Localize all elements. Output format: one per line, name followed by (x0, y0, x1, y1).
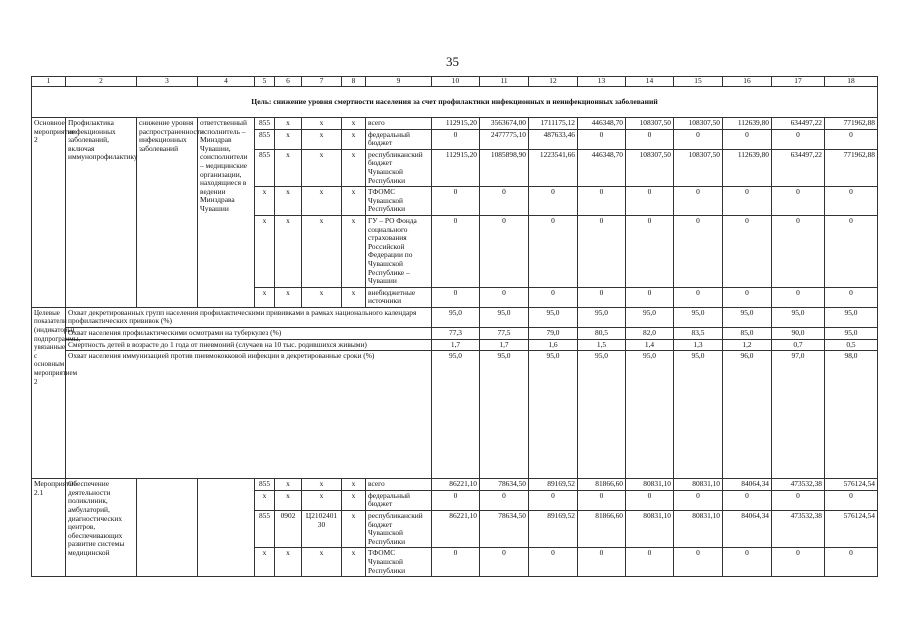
cell-value: 1,7 (432, 339, 480, 351)
cell-vr: x (342, 149, 366, 186)
cell-value: 0 (529, 548, 578, 577)
cell-value: 95,0 (626, 351, 674, 479)
cell-rzpr: x (275, 187, 302, 216)
cell-value: 0,5 (825, 339, 878, 351)
cell-value: 0 (626, 490, 674, 510)
cell-value: 1,7 (480, 339, 529, 351)
cell-value: 95,0 (529, 307, 578, 327)
cell-value: 0 (674, 187, 723, 216)
cell-value: 473532,38 (772, 479, 825, 491)
col-num: 8 (342, 77, 366, 87)
cell-vr: x (342, 215, 366, 287)
indicator-name: Смертность детей в возрасте до 1 года от пневмоний (случаев на 10 тыс. родившихся живыми) (66, 339, 432, 351)
cell-value: 634497,22 (772, 118, 825, 130)
cell-rzpr: 0902 (275, 511, 302, 548)
cell-value: 0 (578, 548, 626, 577)
col-num: 4 (198, 77, 255, 87)
cell-value: 0 (578, 287, 626, 307)
event-executor (198, 479, 255, 577)
cell-value: 95,0 (578, 351, 626, 479)
cell-vr: x (342, 129, 366, 149)
cell-value: 0 (626, 287, 674, 307)
cell-value: 0 (529, 490, 578, 510)
cell-grbs: x (255, 490, 275, 510)
cell-value: 95,0 (825, 328, 878, 340)
cell-grbs: 855 (255, 129, 275, 149)
cell-value: 89169,52 (529, 511, 578, 548)
cell-rzpr: x (275, 129, 302, 149)
table-row (32, 118, 878, 130)
cell-value: 0 (723, 215, 772, 287)
cell-value: 82,0 (626, 328, 674, 340)
cell-value: 80831,10 (674, 511, 723, 548)
cell-value: 0 (825, 215, 878, 287)
cell-value: 0 (480, 287, 529, 307)
goal-row (32, 87, 878, 118)
cell-value: 78634,50 (480, 511, 529, 548)
cell-value: 1,3 (674, 339, 723, 351)
cell-value: 771962,88 (825, 118, 878, 130)
cell-value: 0 (480, 215, 529, 287)
cell-value: 108307,50 (674, 149, 723, 186)
cell-rzpr: x (275, 149, 302, 186)
cell-value: 80831,10 (674, 479, 723, 491)
cell-csr: x (302, 490, 342, 510)
cell-value: 98,0 (825, 351, 878, 479)
cell-value: 81866,60 (578, 479, 626, 491)
cell-value: 1085898,90 (480, 149, 529, 186)
cell-value: 95,0 (674, 351, 723, 479)
cell-value: 0 (674, 215, 723, 287)
cell-value: 0 (432, 490, 480, 510)
event-expected-result: снижение уровня распространенности инфекционных заболеваний (137, 118, 198, 308)
cell-value: 0 (480, 548, 529, 577)
cell-value: 0 (626, 129, 674, 149)
cell-value: 0 (626, 548, 674, 577)
cell-value: 446348,70 (578, 149, 626, 186)
cell-value: 0 (432, 548, 480, 577)
col-num: 9 (366, 77, 432, 87)
cell-value: 0 (432, 215, 480, 287)
cell-rzpr: x (275, 215, 302, 287)
cell-value: 0 (723, 187, 772, 216)
cell-vr: x (342, 187, 366, 216)
cell-value: 79,0 (529, 328, 578, 340)
cell-value: 0 (432, 287, 480, 307)
cell-value: 0 (674, 490, 723, 510)
cell-value: 90,0 (772, 328, 825, 340)
cell-csr: x (302, 215, 342, 287)
cell-value: 0 (772, 490, 825, 510)
cell-source: федеральный бюджет (366, 129, 432, 149)
indicator-row (32, 351, 878, 479)
column-number-row (32, 77, 878, 87)
cell-value: 3563674,00 (480, 118, 529, 130)
cell-value: 1,6 (529, 339, 578, 351)
col-num: 12 (529, 77, 578, 87)
event-expected-result (137, 479, 198, 577)
cell-value: 0 (674, 287, 723, 307)
cell-source: ТФОМС Чувашской Республики (366, 548, 432, 577)
event-status: Мероприятие 2.1 (32, 479, 66, 577)
cell-value: 0,7 (772, 339, 825, 351)
cell-source: внебюджетные источники (366, 287, 432, 307)
cell-value: 112639,80 (723, 118, 772, 130)
col-num: 6 (275, 77, 302, 87)
cell-grbs: 855 (255, 479, 275, 491)
cell-source: всего (366, 479, 432, 491)
cell-value: 0 (432, 187, 480, 216)
cell-csr: x (302, 149, 342, 186)
cell-value: 0 (674, 548, 723, 577)
table-row (32, 479, 878, 491)
cell-value: 1,4 (626, 339, 674, 351)
cell-value: 97,0 (772, 351, 825, 479)
cell-value: 81866,60 (578, 511, 626, 548)
event-status: Основное мероприятие 2 (32, 118, 66, 308)
cell-value: 0 (626, 187, 674, 216)
cell-csr: x (302, 187, 342, 216)
cell-csr: x (302, 479, 342, 491)
cell-value: 95,0 (626, 307, 674, 327)
cell-value: 95,0 (529, 351, 578, 479)
col-num: 17 (772, 77, 825, 87)
cell-source: республиканский бюджет Чувашской Республики (366, 149, 432, 186)
cell-value: 112915,20 (432, 149, 480, 186)
cell-value: 0 (772, 187, 825, 216)
cell-value: 112915,20 (432, 118, 480, 130)
cell-value: 96,0 (723, 351, 772, 479)
cell-value: 80831,10 (626, 511, 674, 548)
indicator-name: Охват декретированных групп населения профилактическими прививками в рамках национального календаря профилактических прививок (%) (66, 307, 432, 327)
cell-value: 0 (578, 129, 626, 149)
cell-value: 0 (825, 187, 878, 216)
cell-value: 0 (626, 215, 674, 287)
cell-value: 0 (723, 287, 772, 307)
cell-csr: x (302, 287, 342, 307)
cell-value: 0 (480, 490, 529, 510)
cell-value: 112639,80 (723, 149, 772, 186)
cell-value: 84064,34 (723, 511, 772, 548)
cell-vr: x (342, 490, 366, 510)
cell-vr: x (342, 118, 366, 130)
cell-value: 86221,10 (432, 479, 480, 491)
cell-value: 0 (529, 187, 578, 216)
cell-grbs: x (255, 215, 275, 287)
cell-value: 0 (825, 287, 878, 307)
col-num: 11 (480, 77, 529, 87)
col-num: 16 (723, 77, 772, 87)
cell-vr: x (342, 479, 366, 491)
cell-grbs: 855 (255, 511, 275, 548)
cell-value: 0 (480, 187, 529, 216)
cell-value: 634497,22 (772, 149, 825, 186)
cell-value: 0 (772, 548, 825, 577)
cell-value: 108307,50 (626, 118, 674, 130)
cell-grbs: x (255, 287, 275, 307)
goal-text: Цель: снижение уровня смертности населения за счет профилактики инфекционных и неинфекционных заболеваний (32, 87, 878, 118)
cell-grbs: x (255, 187, 275, 216)
cell-value: 1223541,66 (529, 149, 578, 186)
event-executor: ответственный исполнитель – Минздрав Чувашии, соисполнители – медицинские организации, находящиеся в ведении Минздрава Чувашии (198, 118, 255, 308)
col-num: 13 (578, 77, 626, 87)
cell-rzpr: x (275, 287, 302, 307)
cell-value: 2477775,10 (480, 129, 529, 149)
cell-source: республиканский бюджет Чувашской Республики (366, 511, 432, 548)
cell-rzpr: x (275, 479, 302, 491)
cell-value: 576124,54 (825, 479, 878, 491)
col-num: 15 (674, 77, 723, 87)
cell-value: 80,5 (578, 328, 626, 340)
cell-value: 0 (825, 490, 878, 510)
cell-value: 1,2 (723, 339, 772, 351)
col-num: 18 (825, 77, 878, 87)
cell-source: федеральный бюджет (366, 490, 432, 510)
cell-source: ГУ – РО Фонда социального страхования Российской Федерации по Чувашской Республике – Чувашии (366, 215, 432, 287)
cell-rzpr: x (275, 118, 302, 130)
cell-value: 0 (432, 129, 480, 149)
budget-table (31, 76, 878, 577)
cell-value: 84064,34 (723, 479, 772, 491)
cell-value: 95,0 (772, 307, 825, 327)
event-name: Обеспечение деятельности поликлиник, амбулаторий, диагностических центров, обеспечивающих развитие системы медицинской (66, 479, 137, 577)
cell-grbs: 855 (255, 149, 275, 186)
cell-value: 80831,10 (626, 479, 674, 491)
cell-csr: Ц2102401 30 (302, 511, 342, 548)
cell-value: 0 (723, 548, 772, 577)
cell-value: 0 (674, 129, 723, 149)
cell-value: 0 (772, 287, 825, 307)
cell-value: 1711175,12 (529, 118, 578, 130)
cell-vr: x (342, 511, 366, 548)
cell-rzpr: x (275, 548, 302, 577)
col-num: 5 (255, 77, 275, 87)
cell-value: 108307,50 (626, 149, 674, 186)
cell-value: 95,0 (578, 307, 626, 327)
cell-value: 0 (578, 215, 626, 287)
cell-value: 108307,50 (674, 118, 723, 130)
event-name: Профилактика инфекционных заболеваний, включая иммунопрофилактику (66, 118, 137, 308)
cell-value: 83,5 (674, 328, 723, 340)
indicator-name: Охват населения профилактическими осмотрами на туберкулез (%) (66, 328, 432, 340)
indicator-row (32, 307, 878, 327)
indicator-row (32, 328, 878, 340)
cell-value: 0 (723, 490, 772, 510)
cell-vr: x (342, 287, 366, 307)
cell-value: 77,3 (432, 328, 480, 340)
cell-value: 85,0 (723, 328, 772, 340)
cell-value: 0 (772, 215, 825, 287)
cell-value: 0 (723, 129, 772, 149)
cell-value: 95,0 (432, 307, 480, 327)
cell-value: 95,0 (432, 351, 480, 479)
cell-value: 95,0 (825, 307, 878, 327)
cell-rzpr: x (275, 490, 302, 510)
indicators-label: Целевые показатели (индикаторы) подпрограммы, увязанные с основным мероприятием 2 (32, 307, 66, 478)
cell-value: 86221,10 (432, 511, 480, 548)
col-num: 1 (32, 77, 66, 87)
cell-value: 0 (529, 215, 578, 287)
cell-value: 95,0 (480, 351, 529, 479)
cell-value: 0 (825, 548, 878, 577)
cell-value: 0 (772, 129, 825, 149)
cell-grbs: x (255, 548, 275, 577)
cell-csr: x (302, 118, 342, 130)
col-num: 3 (137, 77, 198, 87)
cell-value: 576124,54 (825, 511, 878, 548)
cell-value: 0 (578, 490, 626, 510)
cell-csr: x (302, 129, 342, 149)
cell-value: 771962,88 (825, 149, 878, 186)
page-number: 35 (446, 54, 459, 69)
cell-value: 1,5 (578, 339, 626, 351)
cell-value: 89169,52 (529, 479, 578, 491)
cell-value: 0 (825, 129, 878, 149)
cell-value: 487633,46 (529, 129, 578, 149)
cell-value: 0 (578, 187, 626, 216)
cell-vr: x (342, 548, 366, 577)
cell-value: 0 (529, 287, 578, 307)
cell-value: 446348,70 (578, 118, 626, 130)
cell-value: 77,5 (480, 328, 529, 340)
indicator-row (32, 339, 878, 351)
cell-value: 95,0 (480, 307, 529, 327)
cell-value: 78634,50 (480, 479, 529, 491)
cell-source: всего (366, 118, 432, 130)
cell-source: ТФОМС Чувашской Республики (366, 187, 432, 216)
cell-value: 95,0 (674, 307, 723, 327)
cell-value: 95,0 (723, 307, 772, 327)
cell-grbs: 855 (255, 118, 275, 130)
col-num: 10 (432, 77, 480, 87)
cell-csr: x (302, 548, 342, 577)
col-num: 7 (302, 77, 342, 87)
col-num: 14 (626, 77, 674, 87)
indicator-name: Охват населения иммунизацией против пневмококковой инфекции в декретированные сроки (%) (66, 351, 432, 479)
col-num: 2 (66, 77, 137, 87)
cell-value: 473532,38 (772, 511, 825, 548)
